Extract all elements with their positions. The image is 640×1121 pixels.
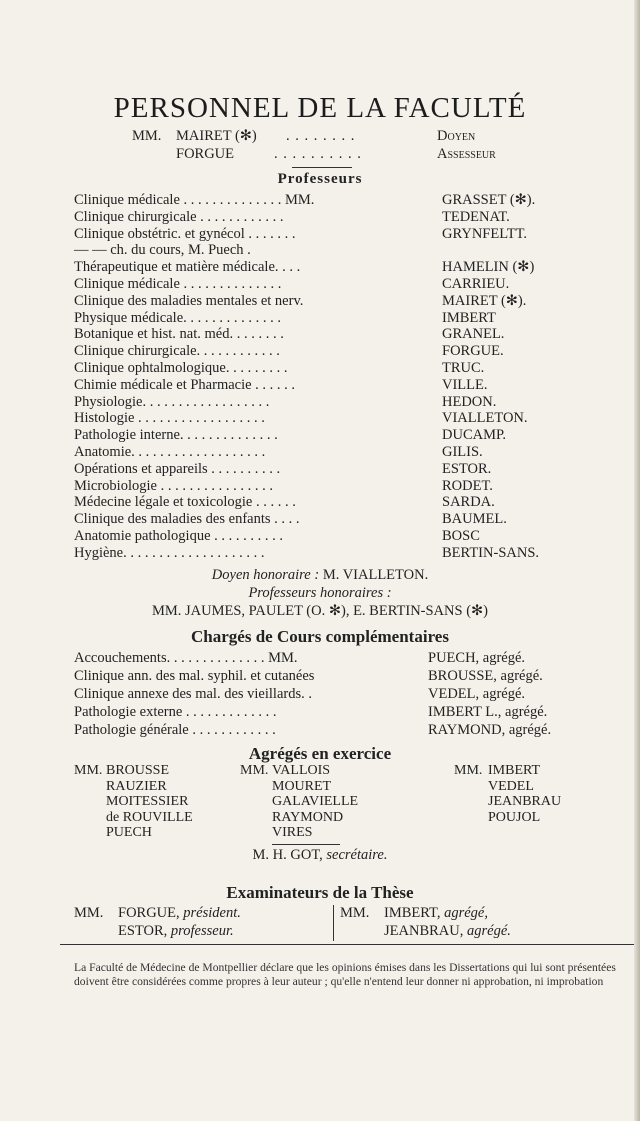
complementary-heading: Chargés de Cours complémentaires (191, 627, 449, 646)
assessor-name: FORGUE (176, 146, 235, 162)
agreges-col2 (272, 763, 358, 841)
professor-row (0, 192, 640, 209)
professor-name: IMBERT (442, 309, 496, 326)
professor-chair: Clinique chirurgicale . . . . . . . . . . . . (74, 208, 284, 225)
professor-name: GRANEL. (442, 326, 505, 343)
professor-name: HAMELIN (✻) (442, 259, 535, 276)
professor-chair: Physique médicale. . . . . . . . . . . . . . (74, 309, 282, 326)
professor-row (0, 377, 640, 394)
honorary-dean-name: M. VIALLETON. (322, 567, 429, 583)
professor-chair: Clinique médicale . . . . . . . . . . . . . . (74, 276, 282, 292)
professor-chair: Anatomie pathologique . . . . . . . . . . (74, 528, 284, 544)
professor-name: CARRIEU. (442, 276, 510, 292)
professor-name: TEDENAT. (442, 208, 510, 225)
agrege-name: JEANBRAU (488, 794, 562, 810)
divider (60, 944, 640, 945)
professor-chair: Médecine légale et toxicologie . . . . . . (74, 494, 296, 511)
agrege-name: IMBERT (488, 763, 541, 778)
professor-name: FORGUE. (442, 343, 504, 360)
professor-name: HEDON. (442, 393, 497, 410)
course-lecturer: PUECH, agrégé. (428, 650, 526, 666)
professor-name: BAUMEL. (442, 511, 507, 528)
agrege-name: PUECH (106, 825, 152, 841)
secretary-name: M. H. GOT, (252, 847, 323, 863)
professor-chair: Pathologie interne. . . . . . . . . . . . . . (74, 427, 278, 444)
professor-chair: Chimie médicale et Pharmacie . . . . . . (74, 376, 296, 393)
examiners-heading: Examinateurs de la Thèse (226, 883, 414, 902)
professor-row (0, 326, 640, 343)
honorary-professors-names: MM. JAUMES, PAULET (O. ✻), E. BERTIN-SANS (✻) (152, 603, 488, 619)
professor-row (0, 394, 640, 411)
course-row (0, 722, 640, 739)
professor-chair: Microbiologie . . . . . . . . . . . . . . . . (74, 477, 273, 494)
agrege-name: GALAVIELLE (272, 794, 359, 810)
professor-name: TRUC. (442, 360, 485, 376)
professor-row (0, 427, 640, 444)
professors-heading: Professeurs (277, 171, 363, 187)
examiners-right-prefix: MM. (340, 905, 370, 921)
professor-name: ESTOR. (442, 460, 492, 477)
agrege-name: de ROUVILLE (106, 809, 193, 825)
professor-name: VIALLETON. (442, 410, 528, 427)
assessor-dots: . . . . . . . . . . (274, 146, 362, 162)
agrege-name: VIRES (272, 825, 313, 841)
divider (292, 167, 352, 168)
professor-chair: Clinique des maladies des enfants . . . . (74, 511, 300, 528)
course-title: Pathologie générale . . . . . . . . . . . . (74, 722, 276, 738)
agreges-col1-prefix: MM. (74, 763, 103, 778)
professor-row (0, 259, 640, 276)
examiner-president: FORGUE, président. (118, 905, 241, 921)
professor-name: RODET. (442, 477, 493, 494)
professor-name: VILLE. (442, 376, 488, 393)
course-row (0, 668, 640, 685)
course-row (0, 704, 640, 721)
course-lecturer: BROUSSE, agrégé. (428, 668, 543, 684)
professor-chair: Clinique ophtalmologique. . . . . . . . . (74, 360, 288, 376)
professor-name: DUCAMP. (442, 427, 507, 444)
course-title: Clinique ann. des mal. syphil. et cutanées (74, 668, 315, 684)
examiners-left-prefix: MM. (74, 905, 104, 921)
professor-row (0, 478, 640, 495)
professor-row (0, 343, 640, 360)
honorary-dean-label: Doyen honoraire : (211, 567, 320, 583)
professor-chair: Thérapeutique et matière médicale. . . . (74, 259, 301, 276)
professor-row (0, 461, 640, 478)
professor-chair: Anatomie. . . . . . . . . . . . . . . . . . . (74, 444, 266, 460)
professor-row (0, 209, 640, 226)
examiners-divider (333, 905, 334, 941)
assessor-role: Assesseur (437, 146, 496, 162)
agrege-name: MOURET (272, 778, 332, 794)
dean-dots: . . . . . . . . (286, 128, 356, 144)
course-title: Clinique annexe des mal. des vieillards. . (74, 686, 312, 702)
professor-chair: Hygiène. . . . . . . . . . . . . . . . . . . . (74, 544, 265, 561)
professor-name: GRYNFELTT. (442, 225, 527, 242)
professor-row (0, 293, 640, 310)
professor-chair: Clinique des maladies mentales et nerv. (74, 292, 304, 309)
professor-row (0, 410, 640, 427)
agrege-name: VALLOIS (272, 763, 331, 778)
honorary-professors-label: Professeurs honoraires : (248, 585, 392, 601)
professor-row (0, 242, 640, 259)
agreges-col3-prefix: MM. (454, 763, 483, 778)
examiner-agrege-2: JEANBRAU, agrégé. (384, 923, 511, 939)
professor-chair: Opérations et appareils . . . . . . . . . . (74, 460, 281, 477)
agreges-col2-prefix: MM. (240, 763, 269, 778)
professor-chair: Clinique obstétric. et gynécol . . . . . . . (74, 225, 296, 242)
dean-role: Doyen (437, 128, 476, 144)
professor-row (0, 276, 640, 293)
professor-row (0, 494, 640, 511)
dean-name: MAIRET (✻) (176, 128, 257, 144)
professor-chair: — — ch. du cours, M. Puech . (74, 242, 251, 259)
page-edge (634, 0, 640, 1121)
secretary-role: secrétaire. (326, 847, 388, 863)
examiner-agrege-1: IMBERT, agrégé, (384, 905, 488, 921)
course-title: Pathologie externe . . . . . . . . . . . . . (74, 704, 277, 720)
professor-name: MAIRET (✻). (442, 292, 527, 309)
professor-chair: Clinique chirurgicale. . . . . . . . . . . . (74, 343, 280, 360)
professor-row (0, 226, 640, 243)
agrege-name: VEDEL (488, 778, 534, 794)
dean-mm: MM. (132, 128, 162, 144)
professor-row (0, 545, 640, 562)
disclaimer-note: La Faculté de Médecine de Montpellier déclare que les opinions émises dans les Dissertations qui lui sont présentées doivent être considérées comme propres à leur auteur ; qu'elle n'entend leur donner ni approbation, ni improbation (74, 961, 616, 988)
agreges-col3 (488, 763, 561, 825)
professor-row (0, 528, 640, 545)
agrege-name: RAYMOND (272, 809, 344, 825)
professor-chair: Botanique et hist. nat. méd. . . . . . . . (74, 326, 284, 343)
course-row (0, 686, 640, 703)
course-title: Accouchements. . . . . . . . . . . . . . MM. (74, 650, 298, 666)
professor-chair: Clinique médicale . . . . . . . . . . . . . . MM. (74, 192, 315, 208)
secretary (0, 847, 640, 864)
professor-row (0, 511, 640, 528)
honorary-dean (0, 567, 640, 584)
page-title: PERSONNEL DE LA FACULTÉ (113, 92, 527, 124)
agreges-heading: Agrégés en exercice (248, 744, 392, 763)
agreges-col1 (106, 763, 193, 841)
professor-row (0, 444, 640, 461)
professor-chair: Histologie . . . . . . . . . . . . . . . . . . (74, 410, 265, 427)
course-row (0, 650, 640, 667)
course-lecturer: RAYMOND, agrégé. (428, 722, 552, 738)
examiner-professor: ESTOR, professeur. (118, 923, 234, 939)
agrege-name: BROUSSE (106, 763, 170, 778)
professor-row (0, 310, 640, 327)
professor-name: GILIS. (442, 444, 483, 460)
divider (272, 844, 340, 845)
course-lecturer: IMBERT L., agrégé. (428, 704, 548, 720)
professor-name: SARDA. (442, 494, 495, 511)
professor-chair: Physiologie. . . . . . . . . . . . . . . . . . (74, 393, 270, 410)
professor-name: BOSC (442, 528, 480, 544)
course-lecturer: VEDEL, agrégé. (428, 686, 526, 702)
professor-name: BERTIN-SANS. (442, 544, 540, 561)
agrege-name: POUJOL (488, 809, 541, 825)
professor-name: GRASSET (✻). (442, 192, 536, 208)
agrege-name: MOITESSIER (106, 794, 189, 810)
agrege-name: RAUZIER (106, 778, 167, 794)
professor-row (0, 360, 640, 377)
